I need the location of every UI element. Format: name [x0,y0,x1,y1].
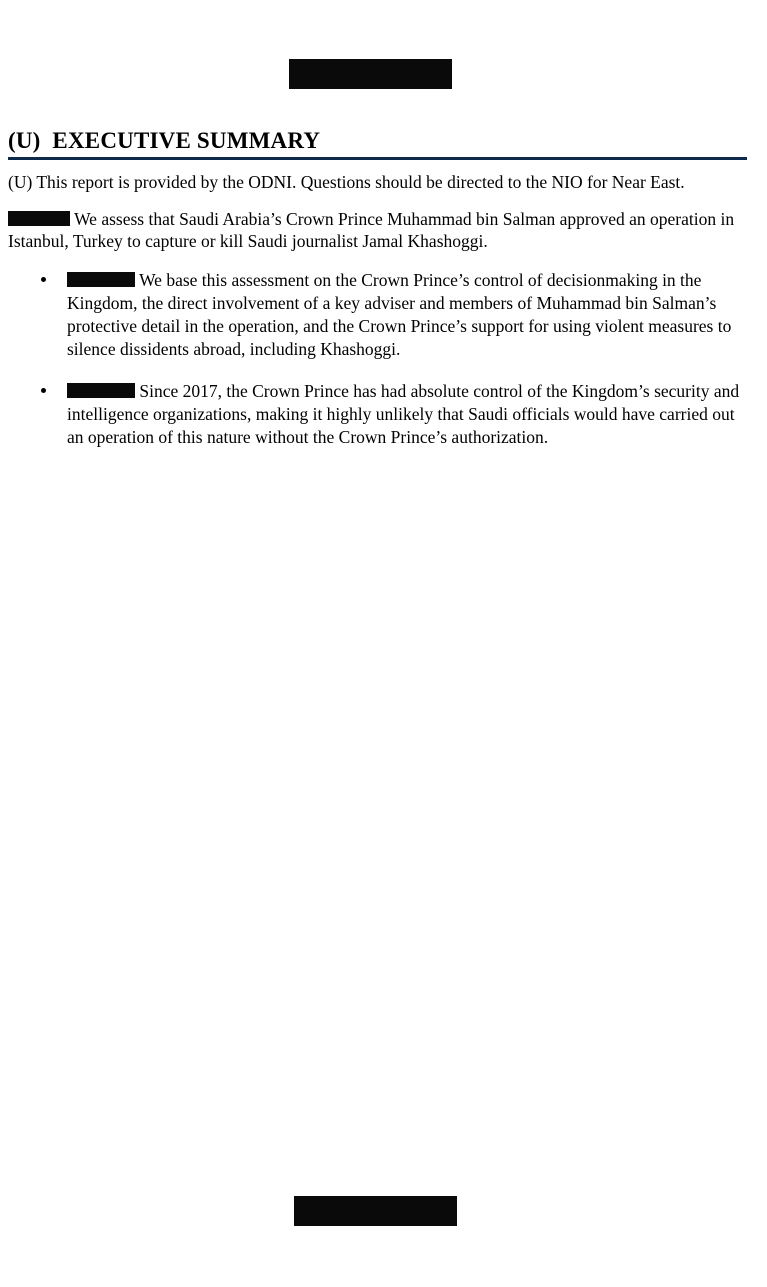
redaction-block-bullet-1 [67,272,135,287]
lead-paragraph [8,208,748,253]
redaction-block-bullet-2 [67,383,135,398]
classification-redaction-bottom [294,1196,457,1226]
bullet-dot-icon [41,277,46,282]
list-item [8,269,748,360]
bullet-dot-icon [41,388,46,393]
title-divider [8,157,747,160]
redaction-block-lead [8,211,70,226]
document-body [8,128,748,469]
page-title: (U) EXECUTIVE SUMMARY [8,128,321,153]
intro-paragraph: (U) This report is provided by the ODNI. Questions should be directed to the NIO for Near East. [8,172,685,193]
list-item [8,380,748,448]
bullet-1-text: We base this assessment on the Crown Prince’s control of decisionmaking in the Kingdom, the direct involvement of a key adviser and members of Muhammad bin Salman’s protective detail in the operation, and the Crown Prince’s support for using violent measures to silence dissidents abroad, including Khashoggi. [67,270,732,359]
assessment-bullet-list [8,269,748,448]
classification-redaction-top [289,59,452,89]
lead-paragraph-text: We assess that Saudi Arabia’s Crown Prince Muhammad bin Salman approved an operation in Istanbul, Turkey to capture or kill Saudi journalist Jamal Khashoggi. [8,208,735,252]
bullet-2-text: Since 2017, the Crown Prince has had absolute control of the Kingdom’s security and intelligence organizations, making it highly unlikely that Saudi officials would have carried out an operation of this nature without the Crown Prince’s authorization. [67,381,740,447]
